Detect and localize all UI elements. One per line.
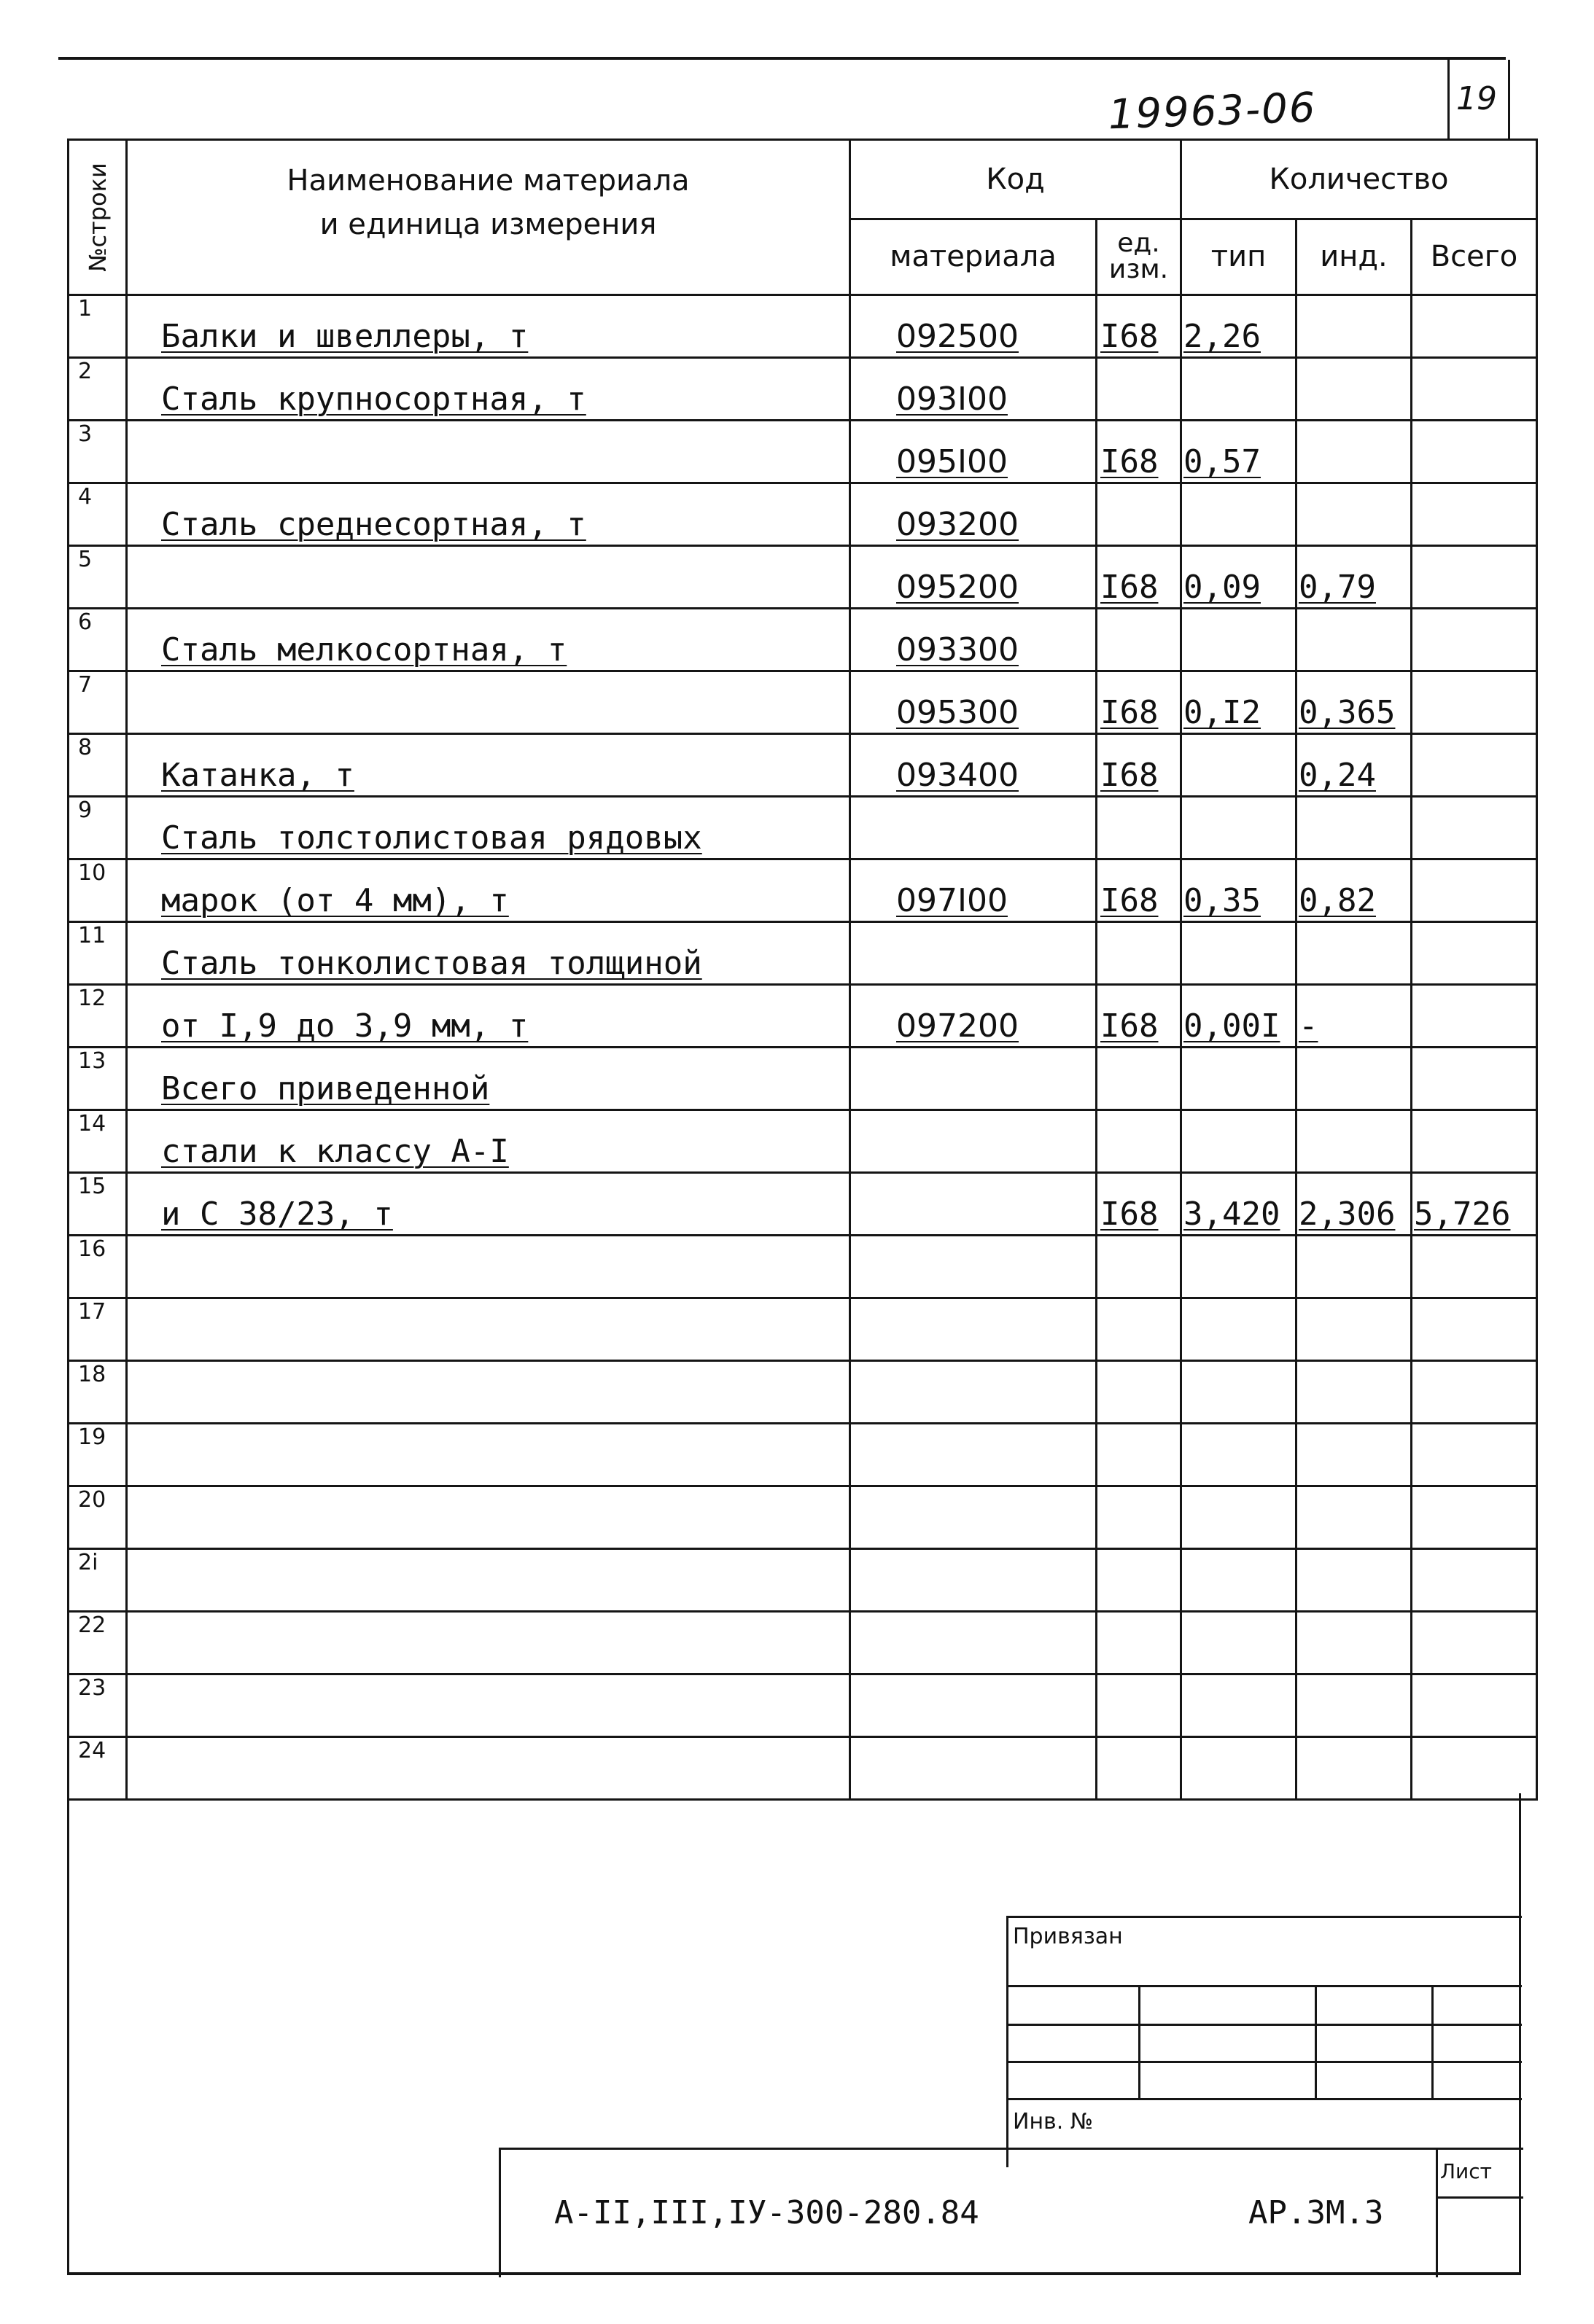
table-row [69, 734, 1537, 797]
unit-code [1097, 797, 1181, 859]
unit-code-text: I68 [1100, 882, 1159, 919]
material-code-text: 095300 [896, 694, 1019, 731]
table-row [69, 1424, 1537, 1486]
unit-code [1097, 1173, 1181, 1236]
qty-ind [1296, 922, 1412, 985]
unit-code-text: I68 [1100, 318, 1159, 355]
inventory-label: Инв. № [1013, 2109, 1094, 2134]
table-row [69, 546, 1537, 609]
qty-ind [1296, 1173, 1412, 1236]
qty-ind [1296, 671, 1412, 734]
row-number [69, 1549, 127, 1612]
qty-total [1412, 421, 1537, 483]
row-number-header: №строки [69, 140, 127, 295]
material-name [127, 1737, 850, 1800]
material-code [850, 483, 1097, 546]
unit-code [1097, 1486, 1181, 1549]
qty-ind [1296, 546, 1412, 609]
stamp-project-code: А-II,III,IУ-300-280.84 [554, 2194, 979, 2231]
material-code [850, 295, 1097, 358]
qty-ind-text: 0,365 [1299, 694, 1396, 731]
table-row [69, 797, 1537, 859]
typ-header: тип [1181, 219, 1296, 295]
row-number-text: 6 [78, 609, 93, 635]
qty-ind [1296, 1549, 1412, 1612]
material-name-text: Сталь толстолистовая рядовых [161, 819, 702, 857]
material-code [850, 1486, 1097, 1549]
row-number-text: 15 [78, 1174, 106, 1199]
material-name [127, 546, 850, 609]
material-code [850, 1110, 1097, 1173]
linked-divider-1 [1138, 1985, 1140, 2100]
material-name [127, 421, 850, 483]
qty-ind-text: 0,82 [1299, 882, 1376, 919]
table-row [69, 671, 1537, 734]
material-name-text: Сталь крупносортная, т [161, 381, 586, 418]
unit-code [1097, 1236, 1181, 1298]
sheet-number: 19 [1456, 80, 1497, 117]
material-code-text: 092500 [896, 318, 1019, 355]
unit-code [1097, 421, 1181, 483]
linked-line-3 [1008, 2061, 1522, 2063]
unit-code [1097, 483, 1181, 546]
unit-code-text: I68 [1100, 1196, 1159, 1233]
linked-divider-2 [1315, 1985, 1317, 2100]
table-row [69, 1674, 1537, 1737]
material-code [850, 671, 1097, 734]
qty-typ-text: 0,I2 [1183, 694, 1261, 731]
table-row [69, 609, 1537, 671]
frame-left [67, 1793, 69, 2274]
row-number [69, 483, 127, 546]
row-number [69, 734, 127, 797]
qty-total-text: 5,726 [1414, 1196, 1511, 1233]
qty-total [1412, 1298, 1537, 1361]
table-row [69, 1110, 1537, 1173]
material-code-header: материала [850, 219, 1097, 295]
qty-typ-text: 2,26 [1183, 318, 1261, 355]
qty-typ [1181, 1612, 1296, 1674]
linked-line-1 [1008, 1985, 1522, 1987]
table-row [69, 1612, 1537, 1674]
qty-total [1412, 1048, 1537, 1110]
qty-total [1412, 546, 1537, 609]
qty-typ [1181, 609, 1296, 671]
unit-code [1097, 1298, 1181, 1361]
qty-total [1412, 1361, 1537, 1424]
material-code [850, 922, 1097, 985]
qty-ind [1296, 985, 1412, 1048]
qty-typ [1181, 483, 1296, 546]
qty-total [1412, 985, 1537, 1048]
qty-typ [1181, 1236, 1296, 1298]
material-name [127, 1110, 850, 1173]
qty-total [1412, 609, 1537, 671]
table-row [69, 859, 1537, 922]
row-number [69, 1612, 127, 1674]
qty-total [1412, 734, 1537, 797]
row-number-text: 13 [78, 1048, 106, 1074]
qty-ind [1296, 483, 1412, 546]
unit-code-text: I68 [1100, 694, 1159, 731]
material-name [127, 1361, 850, 1424]
qty-ind [1296, 797, 1412, 859]
linked-divider-3 [1431, 1985, 1434, 2100]
material-code [850, 797, 1097, 859]
ind-header: инд. [1296, 219, 1412, 295]
qty-ind [1296, 1110, 1412, 1173]
material-code [850, 1424, 1097, 1486]
material-name [127, 671, 850, 734]
total-header: Всего [1412, 219, 1537, 295]
qty-typ [1181, 1737, 1296, 1800]
row-number-text: 12 [78, 986, 106, 1011]
material-code [850, 609, 1097, 671]
row-number-text: 9 [78, 798, 93, 823]
material-name [127, 1173, 850, 1236]
unit-code-text: I68 [1100, 1007, 1159, 1045]
materials-table [67, 139, 1538, 1801]
material-name [127, 358, 850, 421]
material-name [127, 1549, 850, 1612]
unit-code [1097, 609, 1181, 671]
row-number [69, 1737, 127, 1800]
material-name-text: от I,9 до 3,9 мм, т [161, 1007, 529, 1045]
material-code [850, 859, 1097, 922]
stamp-sheet-line [1436, 2196, 1523, 2199]
top-border [58, 57, 1506, 60]
qty-typ [1181, 546, 1296, 609]
row-number [69, 797, 127, 859]
unit-code [1097, 546, 1181, 609]
qty-total [1412, 295, 1537, 358]
row-number [69, 1048, 127, 1110]
row-number [69, 1486, 127, 1549]
material-name [127, 734, 850, 797]
unit-code [1097, 1737, 1181, 1800]
unit-code [1097, 1110, 1181, 1173]
unit-code [1097, 358, 1181, 421]
qty-typ [1181, 1424, 1296, 1486]
qty-typ [1181, 1298, 1296, 1361]
material-code [850, 1173, 1097, 1236]
stamp-sheet-code: АР.ЗМ.3 [1248, 2194, 1384, 2231]
material-code [850, 358, 1097, 421]
unit-code-text: I68 [1100, 443, 1159, 480]
row-number [69, 985, 127, 1048]
material-code-text: 093I00 [896, 381, 1008, 418]
material-name [127, 1612, 850, 1674]
row-number [69, 1361, 127, 1424]
qty-total [1412, 1173, 1537, 1236]
row-number-text: 5 [78, 547, 93, 572]
row-number-text: 2i [78, 1550, 98, 1575]
unit-code [1097, 671, 1181, 734]
stamp-sheet-divider [1436, 2150, 1438, 2277]
table-row [69, 1048, 1537, 1110]
qty-ind [1296, 1236, 1412, 1298]
code-group-header: Код [850, 140, 1181, 219]
row-number-text: 17 [78, 1299, 106, 1325]
row-number-text: 20 [78, 1487, 106, 1513]
qty-typ-text: 3,420 [1183, 1196, 1280, 1233]
row-number-text: 3 [78, 421, 93, 447]
unit-code-text: I68 [1100, 569, 1159, 606]
material-name-text: Сталь мелкосортная, т [161, 631, 567, 668]
table-row [69, 421, 1537, 483]
qty-typ-text: 0,35 [1183, 882, 1261, 919]
materials-table-body [69, 295, 1537, 1800]
qty-typ [1181, 797, 1296, 859]
material-code [850, 1236, 1097, 1298]
qty-total [1412, 1486, 1537, 1549]
material-name-text: Сталь среднесортная, т [161, 506, 586, 543]
row-number-text: 24 [78, 1738, 106, 1763]
linked-label: Привязан [1013, 1924, 1123, 1949]
qty-total [1412, 1236, 1537, 1298]
row-number [69, 546, 127, 609]
row-number-text: 16 [78, 1236, 106, 1262]
material-code [850, 1549, 1097, 1612]
qty-typ [1181, 671, 1296, 734]
material-name-text: Балки и швеллеры, т [161, 318, 529, 355]
qty-ind [1296, 1486, 1412, 1549]
row-number-text: 2 [78, 359, 93, 384]
table-row [69, 1298, 1537, 1361]
qty-ind [1296, 734, 1412, 797]
material-name-text: марок (от 4 мм), т [161, 882, 509, 919]
document-code: 19963-06 [1107, 84, 1318, 139]
material-name-text: Катанка, т [161, 757, 354, 794]
qty-typ [1181, 1173, 1296, 1236]
qty-ind [1296, 1674, 1412, 1737]
qty-typ [1181, 985, 1296, 1048]
material-code-text: 097I00 [896, 882, 1008, 919]
qty-total [1412, 483, 1537, 546]
qty-ind [1296, 295, 1412, 358]
row-number [69, 358, 127, 421]
row-number [69, 295, 127, 358]
table-row [69, 1737, 1537, 1800]
material-name [127, 797, 850, 859]
qty-ind-text: 0,24 [1299, 757, 1376, 794]
qty-ind [1296, 859, 1412, 922]
table-row [69, 1486, 1537, 1549]
qty-total [1412, 1549, 1537, 1612]
material-code [850, 985, 1097, 1048]
material-name [127, 483, 850, 546]
qty-total [1412, 1110, 1537, 1173]
qty-typ [1181, 421, 1296, 483]
qty-typ [1181, 1486, 1296, 1549]
material-name [127, 922, 850, 985]
sheet-label: Лист [1440, 2159, 1492, 2183]
row-number [69, 1173, 127, 1236]
row-number-text: 18 [78, 1362, 106, 1387]
table-row [69, 922, 1537, 985]
linked-line-2 [1008, 2024, 1522, 2026]
material-code [850, 734, 1097, 797]
material-code [850, 1298, 1097, 1361]
qty-typ [1181, 295, 1296, 358]
material-name-text: Сталь тонколистовая толщиной [161, 945, 702, 982]
qty-typ-text: 0,57 [1183, 443, 1261, 480]
row-number [69, 1236, 127, 1298]
row-number [69, 1298, 127, 1361]
unit-code [1097, 1612, 1181, 1674]
row-number-text: 11 [78, 923, 106, 948]
linked-block [1006, 1916, 1522, 2167]
table-row [69, 1236, 1537, 1298]
unit-code [1097, 1361, 1181, 1424]
qty-typ [1181, 922, 1296, 985]
material-code-text: 093200 [896, 506, 1019, 543]
unit-code [1097, 859, 1181, 922]
qty-typ-text: 0,00I [1183, 1007, 1280, 1045]
table-row [69, 358, 1537, 421]
row-number [69, 1110, 127, 1173]
qty-ind [1296, 1298, 1412, 1361]
row-number-text: 22 [78, 1613, 106, 1638]
material-code-text: 093300 [896, 631, 1019, 668]
qty-typ [1181, 358, 1296, 421]
row-number-text: 19 [78, 1424, 106, 1450]
qty-typ [1181, 1361, 1296, 1424]
qty-ind [1296, 358, 1412, 421]
material-code [850, 1612, 1097, 1674]
material-name-text: Всего приведенной [161, 1070, 490, 1107]
qty-ind-text: 2,306 [1299, 1196, 1396, 1233]
row-number [69, 1424, 127, 1486]
qty-ind-text: 0,79 [1299, 569, 1376, 606]
unit-code [1097, 1549, 1181, 1612]
qty-total [1412, 922, 1537, 985]
row-number-text: 10 [78, 860, 106, 886]
qty-total [1412, 859, 1537, 922]
qty-typ [1181, 1549, 1296, 1612]
material-name-header: Наименование материала и единица измерения [127, 140, 850, 295]
qty-total [1412, 1424, 1537, 1486]
table-row [69, 985, 1537, 1048]
qty-typ [1181, 734, 1296, 797]
qty-ind [1296, 1361, 1412, 1424]
qty-ind [1296, 1424, 1412, 1486]
qty-typ [1181, 859, 1296, 922]
qty-ind-text: - [1299, 1007, 1318, 1045]
material-code-text: 097200 [896, 1007, 1019, 1045]
qty-total [1412, 358, 1537, 421]
row-number [69, 421, 127, 483]
material-name-text: стали к классу А-I [161, 1133, 509, 1170]
qty-typ [1181, 1048, 1296, 1110]
row-number [69, 1674, 127, 1737]
material-name [127, 609, 850, 671]
unit-code-text: I68 [1100, 757, 1159, 794]
unit-code [1097, 1048, 1181, 1110]
unit-code [1097, 985, 1181, 1048]
material-code [850, 1361, 1097, 1424]
material-name [127, 985, 850, 1048]
row-number-text: 8 [78, 735, 93, 760]
qty-typ-text: 0,09 [1183, 569, 1261, 606]
material-code [850, 1048, 1097, 1110]
table-row [69, 483, 1537, 546]
qty-ind [1296, 1048, 1412, 1110]
qty-total [1412, 797, 1537, 859]
unit-code [1097, 1424, 1181, 1486]
unit-code [1097, 922, 1181, 985]
qty-ind [1296, 1612, 1412, 1674]
qty-total [1412, 1674, 1537, 1737]
material-name [127, 1674, 850, 1737]
qty-ind [1296, 421, 1412, 483]
row-number [69, 859, 127, 922]
quantity-group-header: Количество [1181, 140, 1537, 219]
material-code [850, 1674, 1097, 1737]
material-name [127, 1236, 850, 1298]
material-name [127, 859, 850, 922]
material-code-text: 095200 [896, 569, 1019, 606]
row-number [69, 671, 127, 734]
material-name [127, 1486, 850, 1549]
row-number [69, 609, 127, 671]
unit-code [1097, 295, 1181, 358]
material-code [850, 546, 1097, 609]
table-row [69, 1549, 1537, 1612]
unit-header: ед. изм. [1097, 219, 1181, 295]
material-name [127, 1298, 850, 1361]
material-code [850, 421, 1097, 483]
row-number-text: 14 [78, 1111, 106, 1136]
material-code-text: 095I00 [896, 443, 1008, 480]
qty-typ [1181, 1674, 1296, 1737]
qty-typ [1181, 1110, 1296, 1173]
unit-code [1097, 734, 1181, 797]
qty-ind [1296, 609, 1412, 671]
qty-total [1412, 671, 1537, 734]
table-row [69, 1361, 1537, 1424]
table-row [69, 1173, 1537, 1236]
unit-code [1097, 1674, 1181, 1737]
qty-total [1412, 1737, 1537, 1800]
qty-total [1412, 1612, 1537, 1674]
linked-line-4 [1008, 2098, 1522, 2100]
material-name [127, 1048, 850, 1110]
material-name-text: и С 38/23, т [161, 1196, 393, 1233]
row-number-text: 1 [78, 296, 93, 321]
table-row [69, 295, 1537, 358]
material-name [127, 1424, 850, 1486]
row-number [69, 922, 127, 985]
row-number-text: 23 [78, 1675, 106, 1701]
row-number-text: 7 [78, 672, 93, 698]
material-code-text: 093400 [896, 757, 1019, 794]
material-code [850, 1737, 1097, 1800]
qty-ind [1296, 1737, 1412, 1800]
row-number-text: 4 [78, 484, 93, 510]
material-name [127, 295, 850, 358]
